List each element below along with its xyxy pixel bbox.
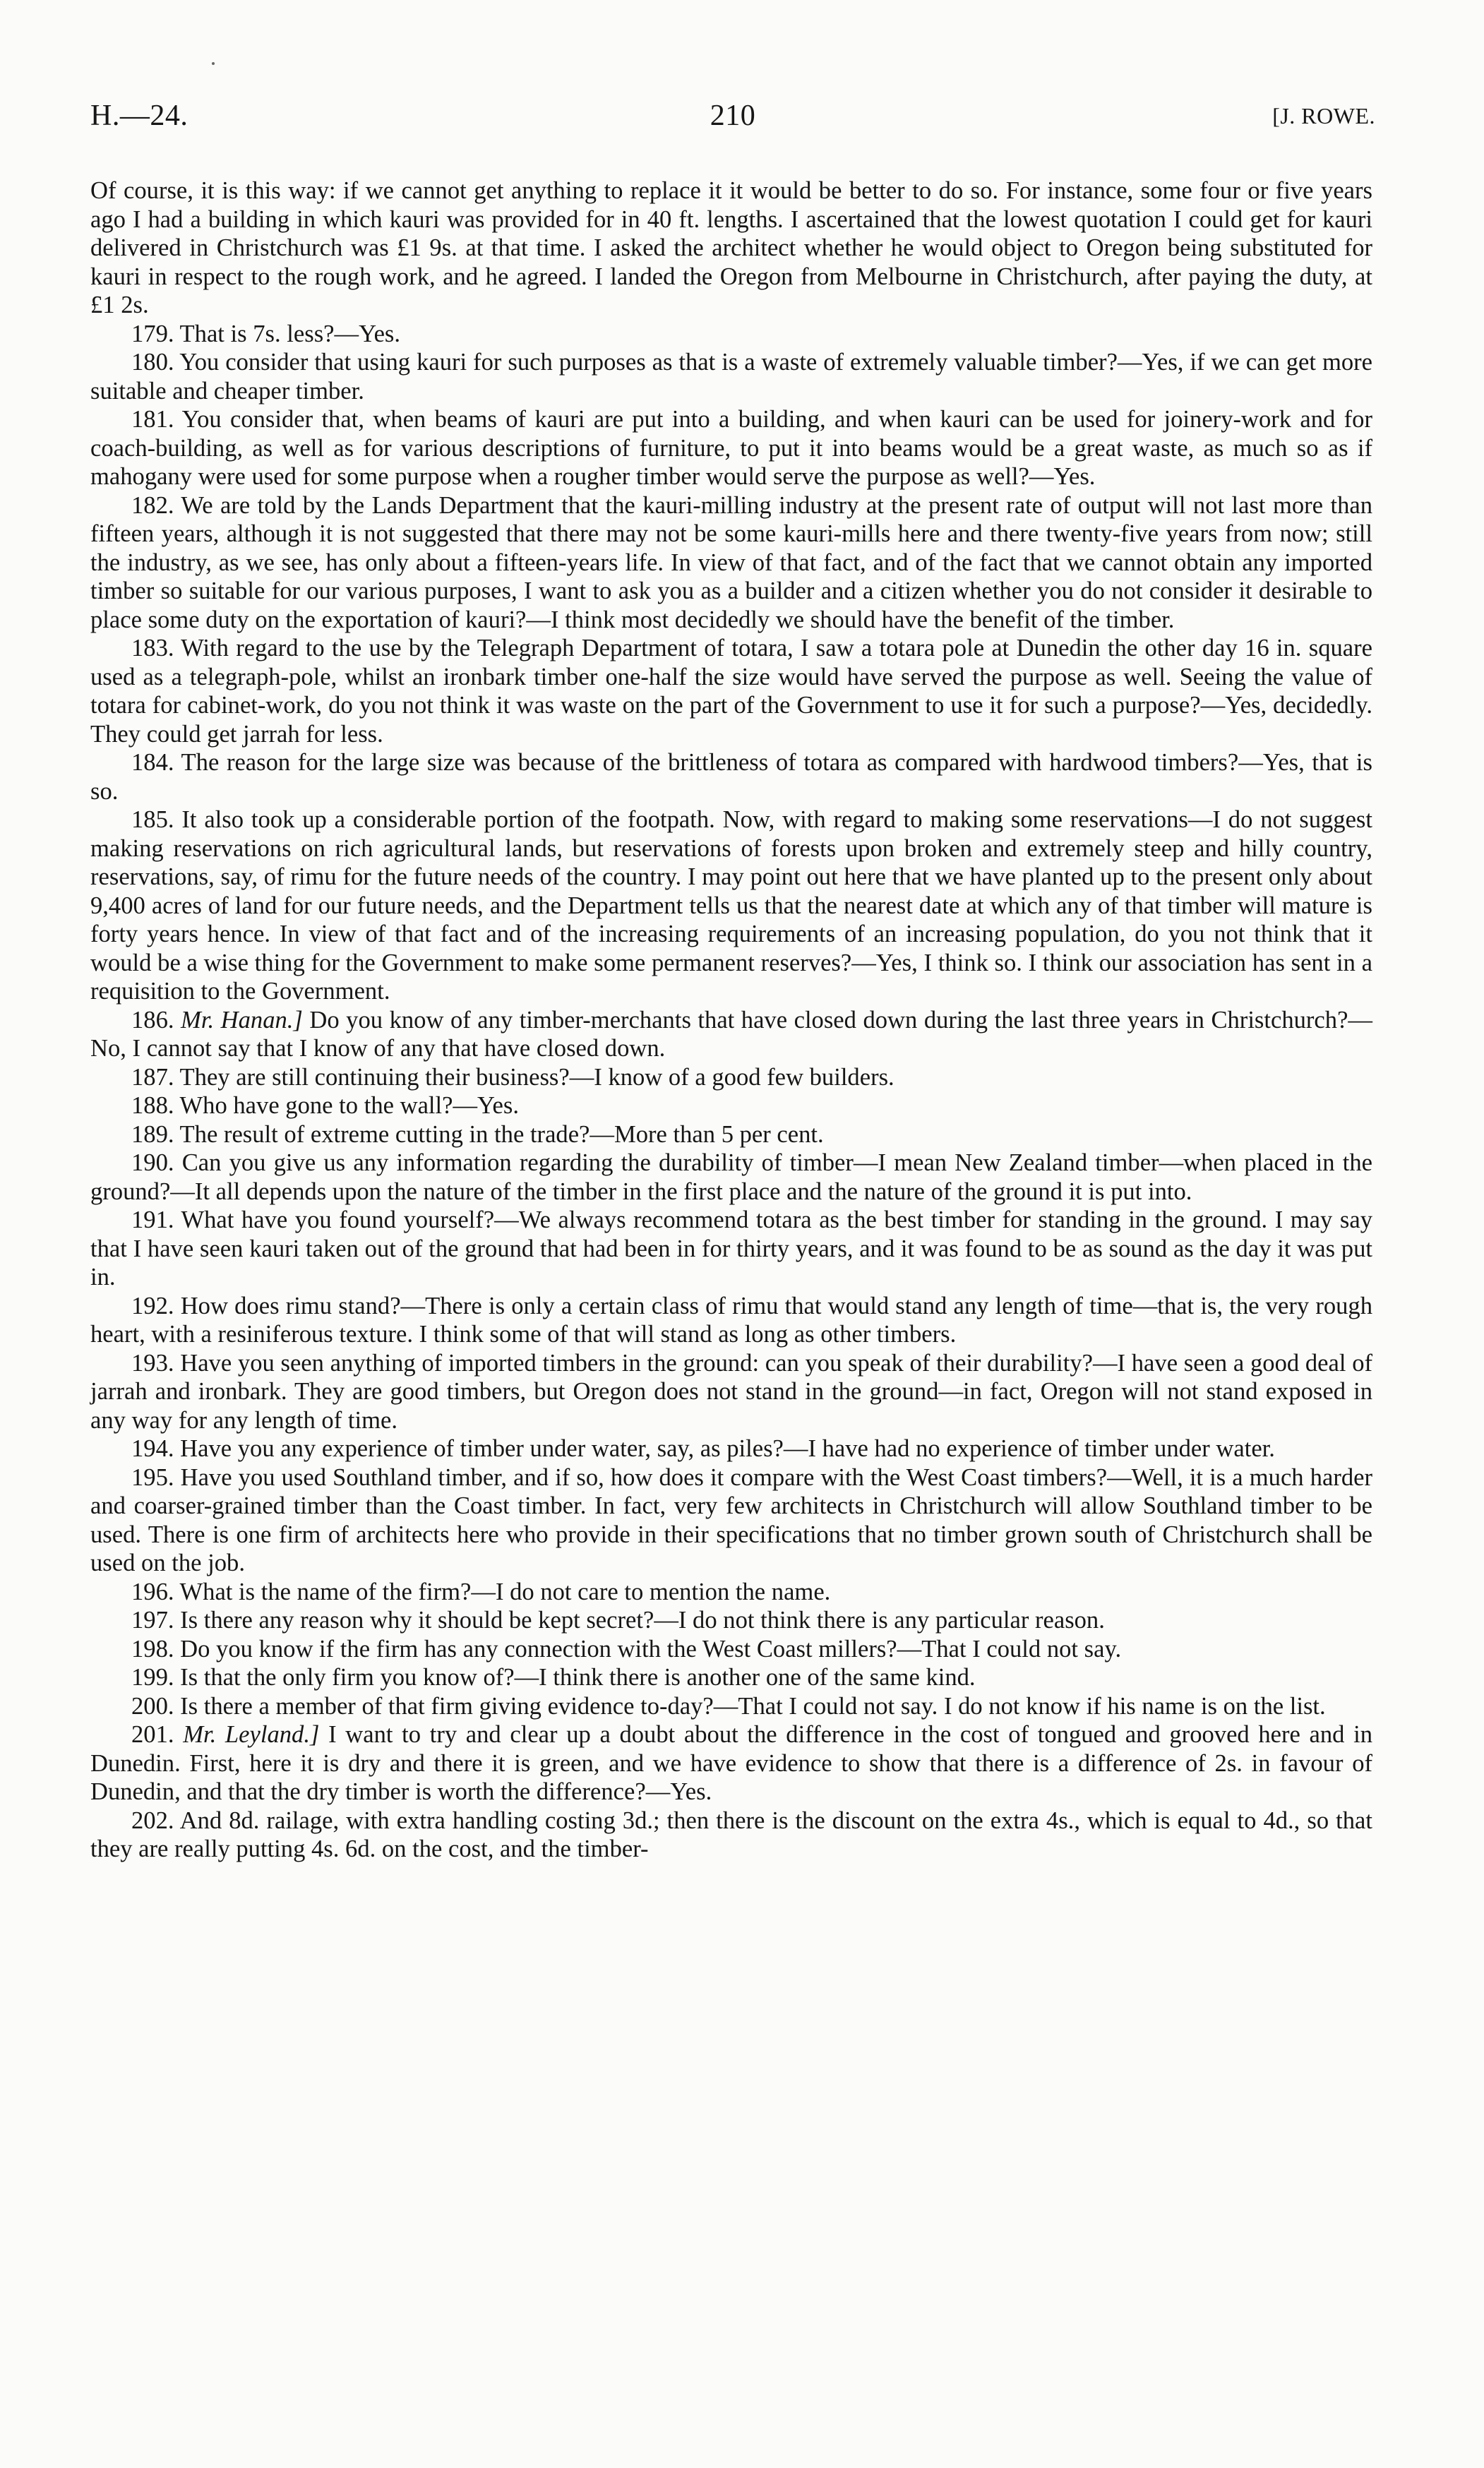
paragraph-continuation: Of course, it is this way: if we cannot get anything to replace it it would be better to do so. For instance, some four or five years ago I had a building in which kauri was provided for in 40 ft. lengths. I ascertained that the lowest quotation I could get for kauri delivered in Christchurch was £1 9s. at that time. I asked the architect whether he would object to Oregon being substituted for kauri in respect to the rough work, and he agreed. I landed the Oregon from Melbourne in Christchurch, after paying the duty, at £1 2s. bbox=[90, 177, 1372, 318]
question-183: 183. With regard to the use by the Telegraph Department of totara, I saw a totara pole at Dunedin the other day 16 in. square used as a telegraph-pole, whilst an ironbark timber one-half the size would have served the purpose as well. Seeing the value of totara for cabinet-work, do you not think it was waste on the part of the Government to use it for such a purpose?—Yes, decidedly. They could get jarrah for less. bbox=[90, 635, 1372, 748]
question-179: 179. That is 7s. less?—Yes. bbox=[131, 320, 401, 347]
page-number: 210 bbox=[710, 100, 756, 132]
question-196: 196. What is the name of the firm?—I do not care to mention the name. bbox=[131, 1578, 831, 1605]
question-188: 188. Who have gone to the wall?—Yes. bbox=[131, 1092, 520, 1119]
speaker-label: Mr. Leyland.] bbox=[183, 1721, 320, 1748]
question-198: 198. Do you know if the firm has any connection with the West Coast millers?—That I could not say. bbox=[131, 1635, 1122, 1663]
question-190: 190. Can you give us any information regarding the durability of timber—I mean New Zealand timber—when placed in the ground?—It all depends upon the nature of the timber in the first place and the nature of the ground it is put into. bbox=[90, 1149, 1372, 1205]
question-182: 182. We are told by the Lands Department that the kauri-milling industry at the present rate of output will not last more than fifteen years, although it is not suggested that there may not be some kauri-mills here and there twenty-five years from now; still the industry, as we see, has only about a fifteen-years life. In view of that fact, and of the fact that we cannot obtain any imported timber so suitable for our various purposes, I want to ask you as a builder and a citizen whether you do not consider it desirable to place some duty on the exportation of kauri?—I think most decidedly we should have the benefit of the timber. bbox=[90, 491, 1372, 633]
speaker-label: Mr. Hanan.] bbox=[181, 1006, 303, 1034]
evidence-text bbox=[90, 176, 1372, 1864]
question-200: 200. Is there a member of that firm giving evidence to-day?—That I could not say. I do not know if his name is on the list. bbox=[131, 1692, 1326, 1720]
question-187: 187. They are still continuing their business?—I know of a good few builders. bbox=[131, 1063, 894, 1091]
question-186 bbox=[90, 1006, 1372, 1063]
question-197: 197. Is there any reason why it should be kept secret?—I do not think there is any particular reason. bbox=[131, 1607, 1105, 1634]
question-193: 193. Have you seen anything of imported timbers in the ground: can you speak of their durability?—I have seen a good deal of jarrah and ironbark. They are good timbers, but Oregon does not stand in the ground—in fact, Oregon will not stand exposed in any way for any length of time. bbox=[90, 1349, 1372, 1434]
question-185: 185. It also took up a considerable portion of the footpath. Now, with regard to making some reservations—I do not suggest making reservations on rich agricultural lands, but reservations of forests upon broken and extremely steep and hilly country, reservations, say, of rimu for the future needs of the country. I may point out here that we have planted up to the present only about 9,400 acres of land for our future needs, and the Department tells us that the nearest date at which any of that timber will mature is forty years hence. In view of that fact and of the increasing requirements of an increasing population, do you not think that it would be a wise thing for the Government to make some permanent reserves?—Yes, I think so. I think our association has sent in a requisition to the Government. bbox=[90, 806, 1372, 1005]
question-180: 180. You consider that using kauri for such purposes as that is a waste of extremely valuable timber?—Yes, if we can get more suitable and cheaper timber. bbox=[90, 349, 1372, 405]
scan-speck bbox=[212, 62, 215, 65]
question-181: 181. You consider that, when beams of kauri are put into a building, and when kauri can be used for joinery-work and for coach-building, as well as for various descriptions of furniture, to put it into beams would be a great waste, as much so as if mahogany were used for some purpose when a rougher timber would serve the purpose as well?—Yes. bbox=[90, 406, 1372, 490]
question-text: I want to try and clear up a doubt about the difference in the cost of tongued and grooved here and in Dunedin. First, here it is dry and there it is green, and we have evidence to show that there is a difference of 2s. in favour of Dunedin, and that the dry timber is worth the difference?—Yes. bbox=[90, 1721, 1373, 1805]
question-199: 199. Is that the only firm you know of?—I think there is another one of the same kind. bbox=[131, 1664, 976, 1691]
question-number: 201. bbox=[131, 1721, 184, 1748]
page-header bbox=[90, 99, 1375, 148]
question-189: 189. The result of extreme cutting in the trade?—More than 5 per cent. bbox=[131, 1120, 824, 1148]
question-195: 195. Have you used Southland timber, and if so, how does it compare with the West Coast timbers?—Well, it is a much harder and coarser-grained timber than the Coast timber. In fact, very few architects in Christchurch will allow Southland timber to be used. There is one firm of architects here who provide in their specifications that no timber grown south of Christchurch shall be used on the job. bbox=[90, 1463, 1372, 1576]
question-194: 194. Have you any experience of timber under water, say, as piles?—I have had no experience of timber under water. bbox=[131, 1435, 1275, 1462]
question-184: 184. The reason for the large size was because of the brittleness of totara as compared with hardwood timbers?—Yes, that is so. bbox=[90, 749, 1372, 805]
report-code: H.—24. bbox=[90, 100, 189, 132]
witness-name: [J. ROWE. bbox=[1272, 103, 1375, 128]
question-text: Do you know of any timber-merchants that have closed down during the last three years in Christchurch?—No, I cannot say that I know of any that have closed down. bbox=[90, 1006, 1372, 1062]
question-201 bbox=[90, 1720, 1372, 1807]
question-number: 186. bbox=[131, 1006, 181, 1034]
question-202: 202. And 8d. railage, with extra handling costing 3d.; then there is the discount on the extra 4s., which is equal to 4d., so that they are really putting 4s. 6d. on the cost, and the timber- bbox=[90, 1807, 1372, 1862]
question-191: 191. What have you found yourself?—We always recommend totara as the best timber for standing in the ground. I may say that I have seen kauri taken out of the ground that had been in for thirty years, and it was found to be as sound as the day it was put in. bbox=[90, 1206, 1372, 1290]
question-192: 192. How does rimu stand?—There is only a certain class of rimu that would stand any length of time—that is, the very rough heart, with a resiniferous texture. I think some of that will stand as long as other timbers. bbox=[90, 1292, 1372, 1348]
